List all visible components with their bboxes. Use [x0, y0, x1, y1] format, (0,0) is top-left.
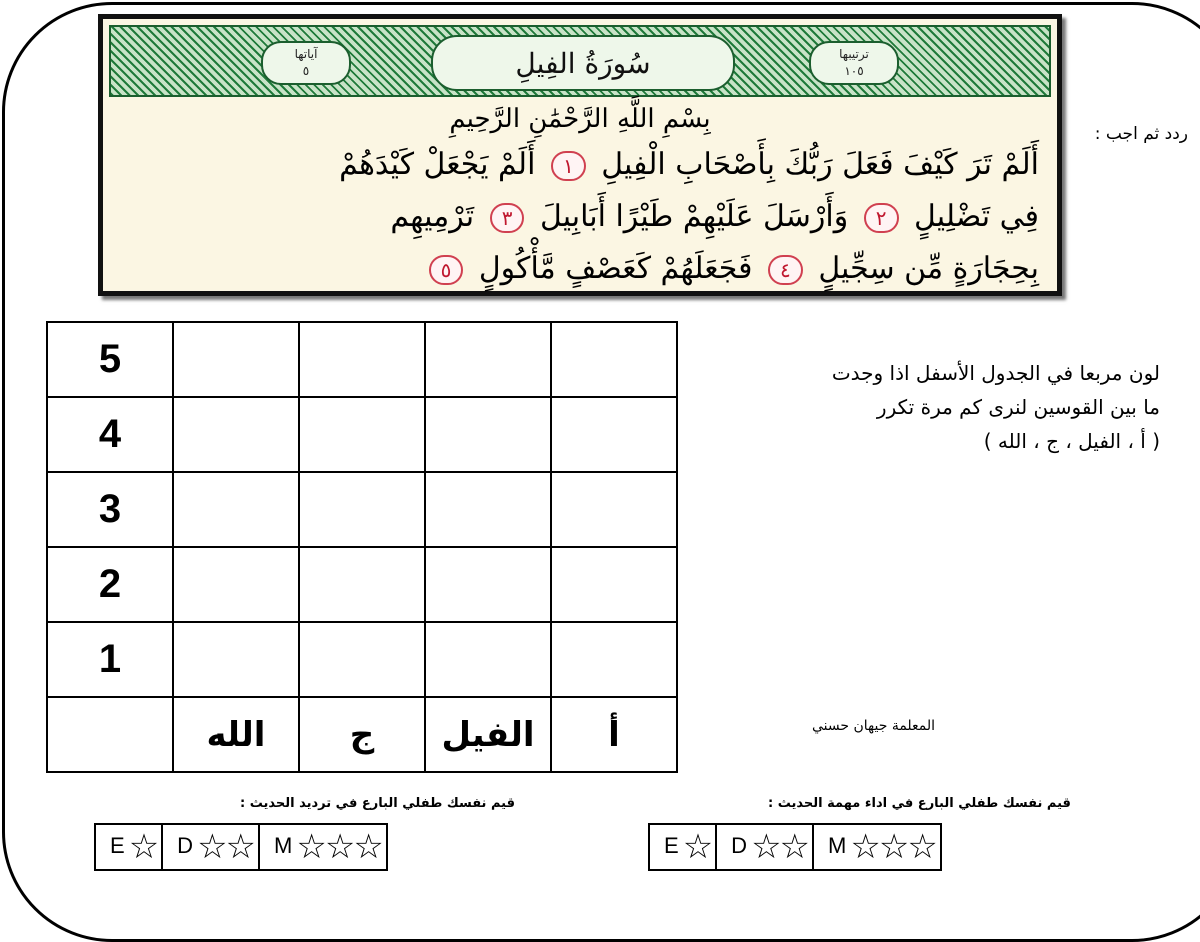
column-label: أ: [551, 697, 677, 772]
star-icon: ☆: [128, 828, 158, 866]
verse-count-badge: [261, 41, 351, 85]
row-number: 3: [47, 472, 173, 547]
grid-cell[interactable]: [425, 622, 551, 697]
grid-cell[interactable]: [299, 547, 425, 622]
verse-number-marker: ٢: [864, 203, 899, 233]
instruction-options: ( أ ، الفيل ، ج ، الله ): [983, 429, 1160, 453]
surah-header: [109, 25, 1051, 97]
star-icon: ☆: [682, 828, 712, 866]
grid-row: [47, 322, 677, 397]
rating-letter: D: [177, 832, 194, 858]
grid-cell[interactable]: [299, 472, 425, 547]
grid-cell[interactable]: [173, 322, 299, 397]
counting-grid: [46, 321, 678, 773]
grid-row: [47, 547, 677, 622]
instruction-line: ما بين القوسين لنرى كم مرة تكرر: [876, 395, 1160, 419]
verse-number-marker: ٤: [768, 255, 803, 285]
verse-number-marker: ٣: [490, 203, 525, 233]
rating-letter: D: [731, 832, 748, 858]
row-number: 5: [47, 322, 173, 397]
rating-letter: E: [664, 832, 679, 858]
grid-cell[interactable]: [551, 622, 677, 697]
column-label: الفيل: [425, 697, 551, 772]
grid-cell[interactable]: [551, 397, 677, 472]
grid-row: [47, 397, 677, 472]
verse-text: أَلَمْ تَرَ كَيْفَ فَعَلَ رَبُّكَ بِأَصْحَابِ الْفِيلِ: [601, 147, 1039, 182]
rating-letter: M: [828, 832, 847, 858]
surah-order-label: ترتيبها: [839, 47, 869, 61]
verse-line-3: [109, 243, 1051, 295]
verse-text: أَلَمْ يَجْعَلْ كَيْدَهُمْ: [339, 147, 536, 182]
rating-option-d[interactable]: [716, 824, 813, 870]
row-number: 4: [47, 397, 173, 472]
rating-caption-right: قيم نفسك طفلي البارع في اداء مهمة الحديث :: [768, 796, 1071, 811]
row-number: 2: [47, 547, 173, 622]
surah-panel: [98, 14, 1062, 296]
surah-order-number: ١٠٥: [844, 64, 864, 78]
grid-cell[interactable]: [551, 322, 677, 397]
grid-corner-cell: [47, 697, 173, 772]
grid-cell[interactable]: [425, 547, 551, 622]
grid-row: [47, 472, 677, 547]
rating-table-left: [94, 823, 388, 871]
task-instructions: [740, 356, 1160, 458]
rating-option-e[interactable]: [649, 824, 716, 870]
rating-caption-left: قيم نفسك طفلي البارع في ترديد الحديث :: [240, 796, 515, 811]
verse-text: بِحِجَارَةٍ مِّن سِجِّيلٍ: [818, 251, 1039, 286]
verse-count: ٥: [302, 64, 310, 78]
rating-letter: E: [110, 832, 125, 858]
grid-cell[interactable]: [425, 397, 551, 472]
grid-cell[interactable]: [299, 322, 425, 397]
verse-text: وَأَرْسَلَ عَلَيْهِمْ طَيْرًا أَبَابِيلَ: [539, 199, 849, 234]
verse-line-1: [109, 139, 1051, 191]
surah-text: [109, 99, 1051, 285]
grid-cell[interactable]: [173, 397, 299, 472]
grid-cell[interactable]: [551, 547, 677, 622]
grid-cell[interactable]: [299, 622, 425, 697]
star-icon: ☆☆: [751, 828, 809, 866]
rating-option-d[interactable]: [162, 824, 259, 870]
row-number: 1: [47, 622, 173, 697]
rating-option-m[interactable]: [259, 824, 387, 870]
star-icon: ☆☆: [197, 828, 255, 866]
verse-number-marker: ٥: [429, 255, 464, 285]
verse-text: تَرْمِيهِم: [390, 199, 475, 234]
surah-order-badge: [809, 41, 899, 85]
basmala: بِسْمِ اللَّهِ الرَّحْمَٰنِ الرَّحِيمِ: [449, 104, 711, 134]
grid-cell[interactable]: [173, 622, 299, 697]
grid-row: [47, 622, 677, 697]
grid-cell[interactable]: [173, 547, 299, 622]
verse-number-marker: ١: [551, 151, 586, 181]
grid-label-row: [47, 697, 677, 772]
grid-cell[interactable]: [551, 472, 677, 547]
rating-letter: M: [274, 832, 293, 858]
grid-cell[interactable]: [425, 322, 551, 397]
surah-title-frame: [431, 35, 735, 91]
verse-line-2: [109, 191, 1051, 243]
verse-text: فَجَعَلَهُمْ كَعَصْفٍ مَّأْكُولٍ: [478, 251, 753, 286]
surah-title: سُورَةُ الفِيلِ: [515, 46, 651, 80]
teacher-name: المعلمة جيهان حسني: [812, 718, 936, 734]
verse-count-label: آياتها: [294, 47, 318, 61]
instruction-line: لون مربعا في الجدول الأسفل اذا وجدت: [831, 361, 1160, 385]
rating-table-right: [648, 823, 942, 871]
repeat-instruction: ردد ثم اجب :: [1094, 124, 1188, 144]
column-label: الله: [173, 697, 299, 772]
column-label: ج: [299, 697, 425, 772]
star-icon: ☆☆☆: [296, 828, 382, 866]
grid-cell[interactable]: [173, 472, 299, 547]
grid-cell[interactable]: [299, 397, 425, 472]
verse-text: فِي تَضْلِيلٍ: [914, 199, 1039, 234]
grid-cell[interactable]: [425, 472, 551, 547]
rating-option-m[interactable]: [813, 824, 941, 870]
star-icon: ☆☆☆: [850, 828, 936, 866]
rating-option-e[interactable]: [95, 824, 162, 870]
